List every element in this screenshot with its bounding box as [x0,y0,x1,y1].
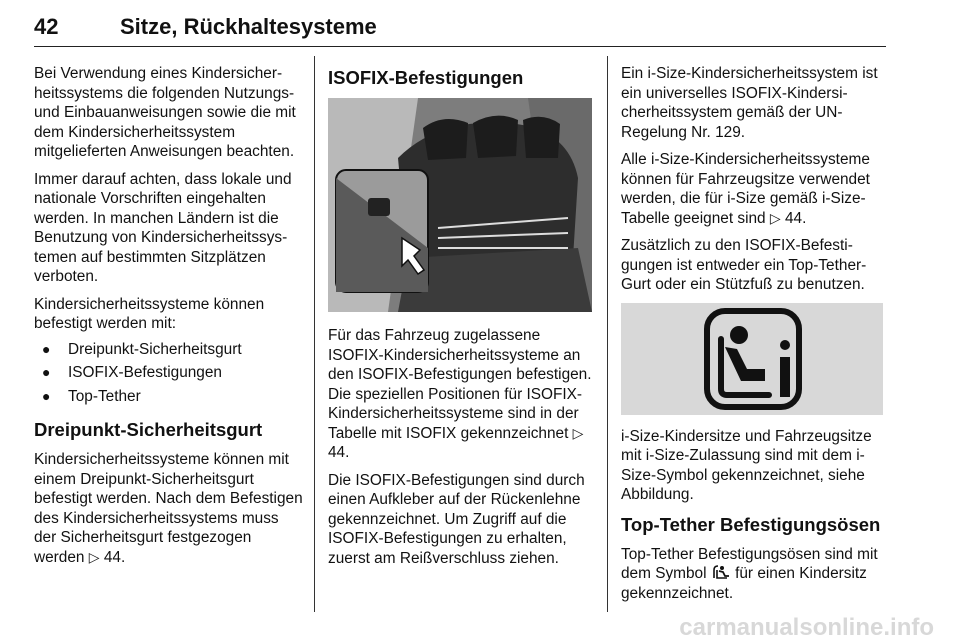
paragraph: Die ISOFIX-Befestigungen sind durch einen Aufkleber auf der Rückenlehne gekennzeichnet. Um Zugriff auf die ISOFIX-Befestigungen zu erhalten, zuerst am Reißverschluss ziehen. [328,471,585,567]
column-2 [328,66,596,576]
page-ref[interactable]: 44. [103,548,126,566]
column-1 [34,64,304,575]
top-tether-icon [711,565,731,582]
column-divider [314,56,315,612]
column-3 [621,64,889,611]
page-number: 42 [34,14,59,39]
isize-symbol-figure [621,303,883,415]
paragraph: Zusätzlich zu den ISOFIX-Befestigungen ist entweder ein Top-Tether-Gurt oder ein Stützfuß zu benutzen. [621,237,867,293]
paragraph: Immer darauf achten, dass lokale und nationale Vorschriften eingehalten werden. In manchen Ländern ist die Benutzung von Kindersicherheitssystemen auf bestimmten Sitzplätzen verboten. [34,170,292,285]
page-ref-icon[interactable]: ▷ [88,548,100,565]
paragraph: Kindersicherheitssysteme können befestigt werden mit: [34,295,265,332]
section-heading: ISOFIX-Befestigungen [328,67,524,88]
list-item: ● Dreipunkt-Sicherheitsgurt [34,340,304,360]
paragraph: Bei Verwendung eines Kindersicherheitssystems die folgenden Nutzungs- und Einbauanweisungen sowie die mit dem Kindersicherheitssystem mitgelieferten Anweisungen beachten. [34,65,296,160]
paragraph: Alle i-Size-Kindersicherheitssysteme können für Fahrzeugsitze verwendet werden, die für i-Size gemäß i-Size-Tabelle geeignet sind ▷ 44. [621,151,870,227]
paragraph: Für das Fahrzeug zugelassene ISOFIX-Kindersicherheitssysteme an den ISOFIX-Befestigungen befestigen. Die speziellen Positionen für ISOFIX-Kindersicherheitssysteme sind in der Tabelle mit ISOFIX gekennzeichnet ▷ 44. [328,327,592,461]
page-ref[interactable]: 44. [328,444,350,461]
isofix-seat-photo [328,98,592,312]
list-item: ● ISOFIX-Befestigungen [34,363,304,383]
column-divider [607,56,608,612]
page-ref-icon[interactable]: ▷ [572,424,584,441]
page-ref-icon[interactable]: ▷ [769,209,781,226]
paragraph: Ein i-Size-Kindersicherheitssystem ist ein universelles ISOFIX-Kindersicherheitssystem gemäß der UN-Regelung Nr. 129. [621,65,878,141]
paragraph: Kindersicherheitssysteme können mit einem Dreipunkt-Sicherheitsgurt befestigt werden. Nach dem Befestigen des Kindersicherheitssystems muss der Sicherheitsgurt festgezogen werden ▷ 44. [34,451,303,566]
section-heading: Top-Tether Befestigungsösen [621,513,881,535]
page-ref[interactable]: 44. [784,209,807,227]
paragraph: Top-Tether Befestigungsösen sind mit dem Symbol für einen Kindersitz gekennzeichnet. [621,545,878,602]
chapter-title: Sitze, Rückhaltesysteme [120,14,377,39]
page-header [34,8,886,47]
bullet-list [34,340,304,407]
list-item: ● Top-Tether [34,387,304,407]
watermark: carmanualsonline.info [679,614,934,641]
section-heading: Dreipunkt-Sicherheitsgurt [34,419,263,440]
paragraph: i-Size-Kindersitze und Fahrzeugsitze mit i-Size-Zulassung sind mit dem i-Size-Symbol gekennzeichnet, siehe Abbildung. [621,427,872,503]
